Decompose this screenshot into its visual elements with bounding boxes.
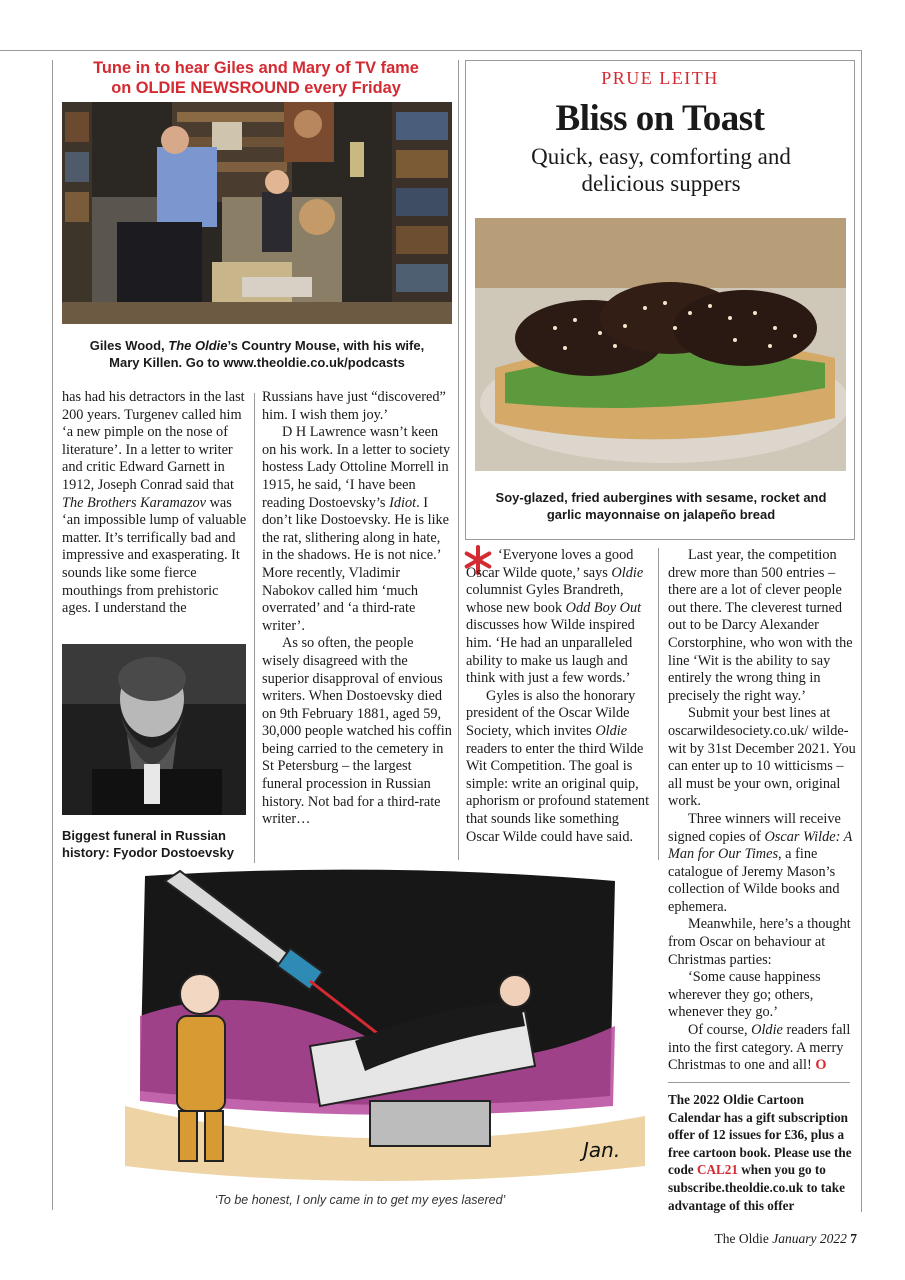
box-subtitle-line-1: Quick, easy, comforting and	[531, 144, 791, 169]
giles-mary-photo	[62, 102, 452, 324]
page-footer: The Oldie January 2022 7	[714, 1231, 857, 1246]
photo-caption-line-2: Mary Killen. Go to www.theoldie.co.uk/podcasts	[109, 355, 405, 370]
box-caption-line-1: Soy-glazed, fried aubergines with sesame, rocket and	[495, 490, 827, 505]
laser-eye-cartoon	[105, 866, 657, 1188]
portrait-caption-line-1: Biggest funeral in Russian	[62, 828, 226, 843]
col4-paragraph-3: Three winners will receive signed copies of Oscar Wilde: A Man for Our Times, a fine catalogue of Jeremy Mason’s collection of Wilde books and ephemera.	[668, 810, 853, 915]
col3-paragraph-2: Gyles is also the honorary president of the Oscar Wilde Society, which invites Oldie readers to enter the third Wilde Wit Competition. The goal is simple: write an original quip, aphorism or profound statement that sounds like something Oscar Wilde could have said.	[466, 687, 650, 845]
col4-paragraph-1: Last year, the competition drew more than 500 entries – there are a lot of clever people out there. The cleverest turned out to be Darcy Alexander Corstorphine, who won with the line ‘Wit is the ability to say entirely the wrong thing in precisely the right way.’	[668, 547, 853, 704]
right-rule	[861, 50, 862, 1212]
page-number: 7	[850, 1231, 857, 1246]
cartoon-signature: Jan.	[583, 1138, 621, 1162]
top-rule	[0, 50, 862, 51]
box-kicker: PRUE LEITH	[601, 68, 719, 88]
portrait-illustration	[62, 644, 246, 815]
aubergine-toast-photo	[475, 218, 846, 471]
col4-paragraph-4: Meanwhile, here’s a thought from Oscar on behaviour at Christmas parties:	[668, 916, 851, 968]
box-subtitle-line-2: delicious suppers	[581, 171, 741, 196]
box-title: Bliss on Toast	[555, 98, 765, 139]
col4-paragraph-5: ‘Some cause happiness wherever they go; others, whenever they go.’	[668, 969, 821, 1021]
column-rule-2	[658, 548, 659, 860]
dostoevsky-portrait	[62, 644, 246, 815]
toast-illustration	[475, 218, 846, 471]
cartoon-illustration	[105, 866, 657, 1188]
col4-paragraph-2: Submit your best lines at oscarwildesociety.co.uk/ wilde-wit by 31st December 2021. You can enter up to 10 witticisms – all must be your own, original work.	[668, 705, 856, 810]
recipe-box	[465, 60, 855, 540]
photo-caption	[62, 337, 452, 371]
center-rule	[458, 60, 459, 860]
photo-caption-line-1: Giles Wood, The Oldie’s Country Mouse, with his wife,	[89, 338, 425, 353]
offer-separator	[668, 1082, 850, 1083]
calendar-offer: The 2022 Oldie Cartoon Calendar has a gift subscription offer of 12 issues for £36, plus a free cartoon book. Please use the code CAL21 when you go to subscribe.theoldie.co.uk to take advantage of this offer	[668, 1092, 852, 1213]
col2-paragraph-1: Russians have just “discovered” him. I wish them joy.’	[262, 389, 446, 423]
col2-paragraph-2: D H Lawrence wasn’t keen on his work. In a letter to society hostess Lady Ottoline Morrell in 1915, he said, ‘I have been reading Dostoevsky’s Idiot. I don’t like Dostoevsky. He is like the rat, slithering along in hate, in the shadows. He is not nice.’ More recently, Vladimir Nabokov called him ‘much overrated’ and ‘a third-rate writer’.	[262, 424, 451, 634]
portrait-caption-line-2: history: Fyodor Dostoevsky	[62, 845, 234, 860]
promo-line-1: Tune in to hear Giles and Mary of TV fame	[93, 59, 419, 77]
col4-paragraph-6: Of course, Oldie readers fall into the first category. A merry Christmas to one and all! O	[668, 1022, 851, 1074]
column-2-text	[262, 389, 452, 829]
column-1-text	[62, 389, 248, 618]
box-caption-line-2: garlic mayonnaise on jalapeño bread	[546, 507, 776, 522]
cartoon-caption: ‘To be honest, I only came in to get my eyes lasered’	[214, 1193, 506, 1207]
col2-paragraph-3: As so often, the people wisely disagreed with the superior disapproval of envious writers. When Dostoevsky died on 9th February 1881, aged 59, 30,000 people watched his coffin being carried to the cemetery in St Petersburg – the largest funeral procession in Russian history. Not bad for a third-rate writer…	[262, 635, 452, 828]
oldie-endmark-icon: O	[815, 1057, 827, 1074]
left-rule	[52, 60, 53, 1210]
living-room-illustration	[62, 102, 452, 324]
col1-paragraph: has had his detractors in the last 200 years. Turgenev called him ‘a new pimple on the nose of literature’. In a letter to writer and critic Edward Garnett in 1912, Joseph Conrad said that The Brothers Karamazov was ‘an impossible lump of valuable matter. It’s terrifically bad and impressive and exasperating. It sounds like some fierce mouthings from prehistoric ages. I understand the	[62, 389, 247, 617]
podcast-promo	[58, 58, 454, 98]
box-photo-caption	[476, 489, 846, 523]
col3-paragraph-1: ‘Everyone loves a good Oscar Wilde quote,’ says Oldie columnist Gyles Brandreth, whose new book Odd Boy Out discusses how Wilde inspired him. ‘He had an unparalleled ability to make us laugh and think with just a few words.’	[466, 547, 644, 687]
column-rule-1	[254, 393, 255, 863]
box-subtitle	[486, 143, 836, 197]
column-3-text	[466, 547, 654, 846]
offer-code: CAL21	[696, 1162, 738, 1178]
promo-line-2: on OLDIE NEWSROUND every Friday	[111, 79, 401, 97]
column-4-text	[668, 547, 858, 1075]
portrait-caption	[62, 827, 252, 861]
